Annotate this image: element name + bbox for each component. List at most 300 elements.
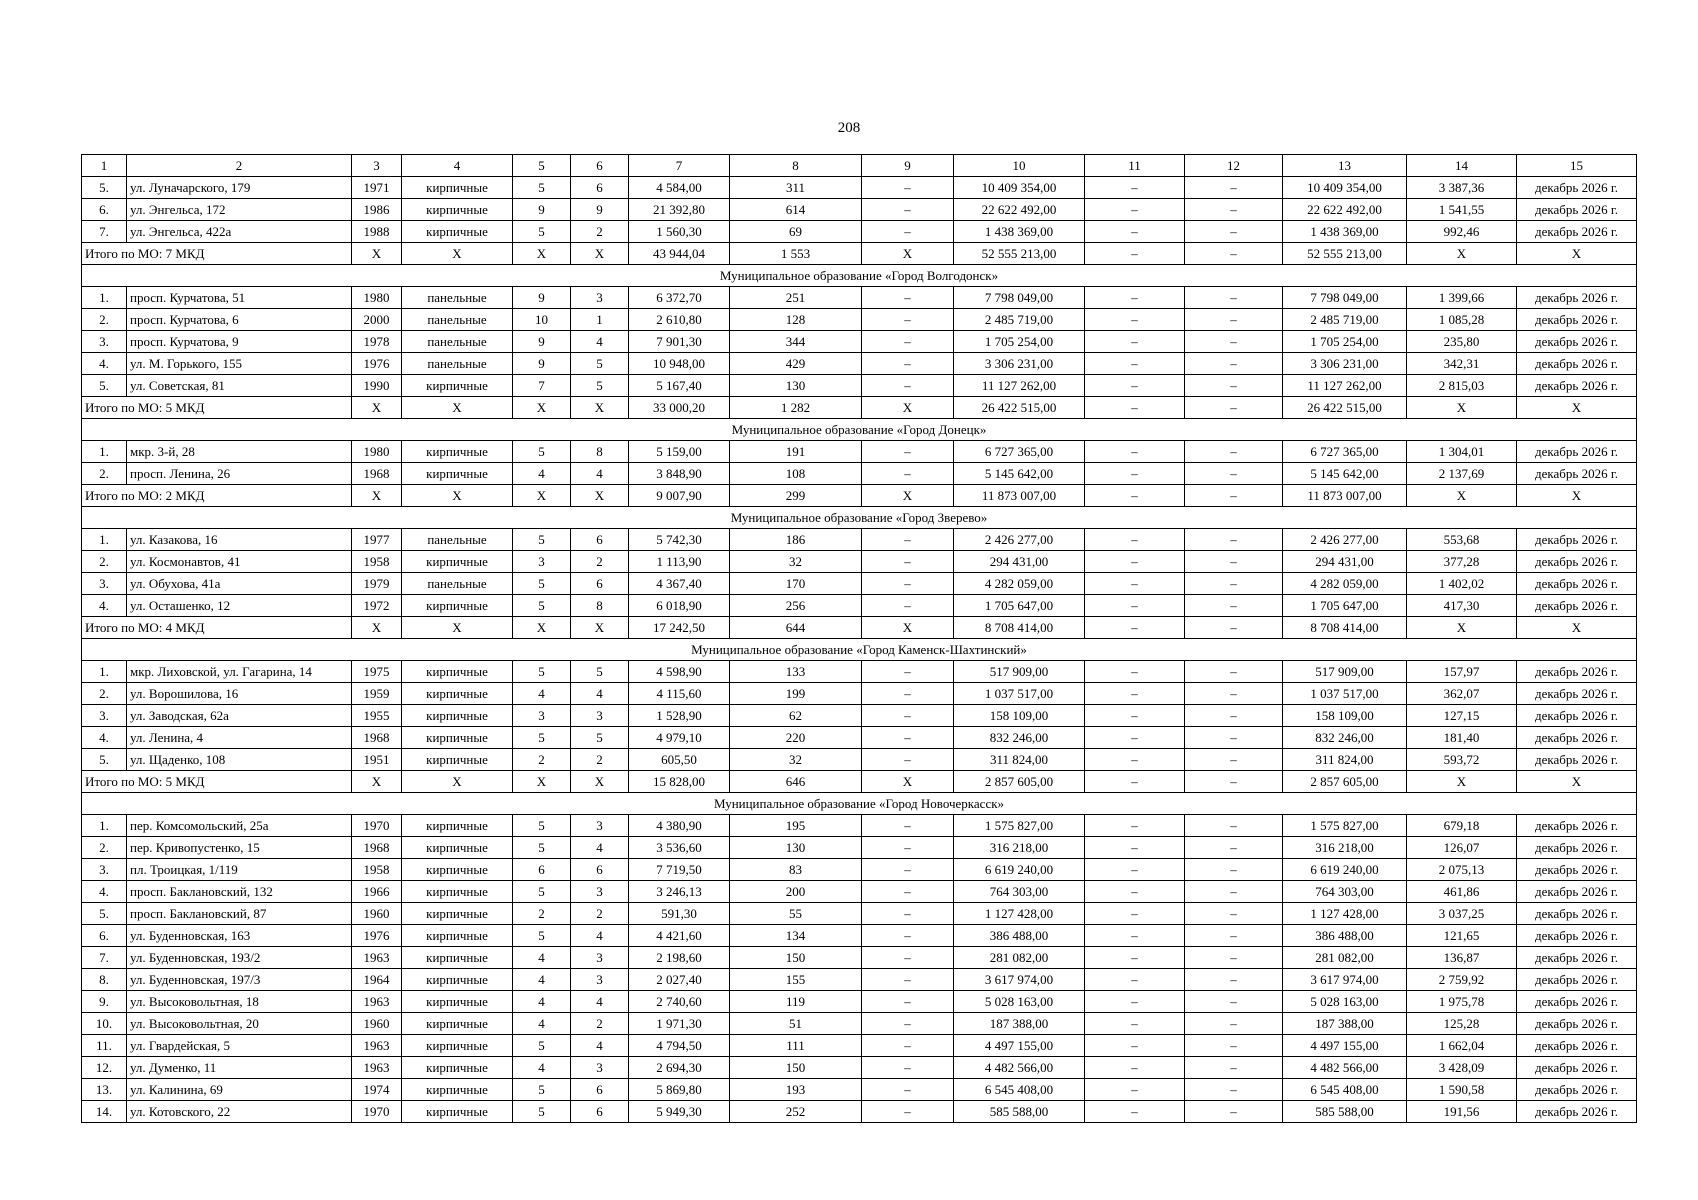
table-cell: кирпичные <box>402 1079 513 1101</box>
table-cell: 6 619 240,00 <box>954 859 1085 881</box>
table-cell: 1 127 428,00 <box>1283 903 1407 925</box>
table-cell: 108 <box>730 463 862 485</box>
table-cell: 1966 <box>352 881 402 903</box>
table-cell: 2. <box>82 309 127 331</box>
table-cell: панельные <box>402 287 513 309</box>
table-cell: – <box>1185 573 1283 595</box>
municipality-heading: Муниципальное образование «Город Новочеркасск» <box>82 793 1637 815</box>
table-row <box>82 595 1637 617</box>
table-cell: 4 598,90 <box>629 661 730 683</box>
table-cell: панельные <box>402 573 513 595</box>
table-row <box>82 331 1637 353</box>
table-row <box>82 1035 1637 1057</box>
table-cell: 593,72 <box>1407 749 1517 771</box>
total-cell: – <box>1185 397 1283 419</box>
table-cell: – <box>1085 749 1185 771</box>
table-cell: 7. <box>82 221 127 243</box>
total-row <box>82 771 1637 793</box>
table-cell: 417,30 <box>1407 595 1517 617</box>
table-cell: 6 <box>571 1079 629 1101</box>
table-cell: – <box>1185 1101 1283 1123</box>
address-cell: ул. Щаденко, 108 <box>127 749 352 771</box>
table-cell: – <box>1085 331 1185 353</box>
table-cell: – <box>1185 1057 1283 1079</box>
table-cell: 3 <box>571 287 629 309</box>
table-cell: кирпичные <box>402 463 513 485</box>
address-cell: ул. Казакова, 16 <box>127 529 352 551</box>
address-cell: просп. Ленина, 26 <box>127 463 352 485</box>
table-cell: 5 <box>571 661 629 683</box>
page-number: 208 <box>837 120 861 136</box>
table-row <box>82 749 1637 771</box>
table-cell: декабрь 2026 г. <box>1517 881 1637 903</box>
total-cell: X <box>862 771 954 793</box>
table-cell: 1 528,90 <box>629 705 730 727</box>
table-cell: 605,50 <box>629 749 730 771</box>
total-cell: X <box>1407 771 1517 793</box>
table-cell: 5. <box>82 177 127 199</box>
address-cell: ул. Ленина, 4 <box>127 727 352 749</box>
table-cell: – <box>1185 1035 1283 1057</box>
table-cell: 2 198,60 <box>629 947 730 969</box>
table-cell: – <box>862 331 954 353</box>
table-cell: 130 <box>730 375 862 397</box>
table-cell: – <box>1185 199 1283 221</box>
table-cell: – <box>1185 595 1283 617</box>
total-label: Итого по МО: 2 МКД <box>82 485 352 507</box>
column-number-cell: 8 <box>730 155 862 177</box>
table-cell: 14. <box>82 1101 127 1123</box>
total-cell: X <box>402 485 513 507</box>
section-heading-row <box>82 639 1637 661</box>
address-cell: ул. Гвардейская, 5 <box>127 1035 352 1057</box>
table-cell: – <box>862 837 954 859</box>
column-number-cell: 9 <box>862 155 954 177</box>
table-cell: 3 <box>571 881 629 903</box>
table-cell: – <box>862 551 954 573</box>
total-cell: X <box>571 771 629 793</box>
table-row <box>82 727 1637 749</box>
total-cell: – <box>1185 243 1283 265</box>
table-cell: 235,80 <box>1407 331 1517 353</box>
table-cell: 127,15 <box>1407 705 1517 727</box>
table-cell: – <box>1185 947 1283 969</box>
table-cell: 5 <box>513 837 571 859</box>
total-cell: X <box>352 397 402 419</box>
table-cell: 1963 <box>352 991 402 1013</box>
table-cell: кирпичные <box>402 705 513 727</box>
table-cell: 6. <box>82 925 127 947</box>
table-cell: 1 541,55 <box>1407 199 1517 221</box>
total-cell: – <box>1085 397 1185 419</box>
table-cell: 10 <box>513 309 571 331</box>
table-cell: 1. <box>82 441 127 463</box>
table-cell: – <box>862 287 954 309</box>
column-number-cell: 7 <box>629 155 730 177</box>
table-cell: 5 <box>513 595 571 617</box>
address-cell: ул. Осташенко, 12 <box>127 595 352 617</box>
table-cell: 157,97 <box>1407 661 1517 683</box>
total-row <box>82 397 1637 419</box>
table-row <box>82 551 1637 573</box>
table-cell: 591,30 <box>629 903 730 925</box>
table-cell: 4 482 566,00 <box>1283 1057 1407 1079</box>
column-number-cell: 1 <box>82 155 127 177</box>
table-cell: 4 <box>571 1035 629 1057</box>
total-cell: – <box>1085 485 1185 507</box>
table-cell: 4. <box>82 881 127 903</box>
table-cell: кирпичные <box>402 749 513 771</box>
total-cell: X <box>402 243 513 265</box>
total-cell: X <box>1407 243 1517 265</box>
table-cell: 5 <box>513 727 571 749</box>
table-cell: – <box>862 441 954 463</box>
table-cell: 1963 <box>352 1057 402 1079</box>
table-cell: 2 694,30 <box>629 1057 730 1079</box>
table-cell: 4 <box>513 463 571 485</box>
table-cell: 294 431,00 <box>1283 551 1407 573</box>
table-cell: 181,40 <box>1407 727 1517 749</box>
table-cell: 3 387,36 <box>1407 177 1517 199</box>
table-cell: 2 610,80 <box>629 309 730 331</box>
table-cell: – <box>1185 661 1283 683</box>
table-cell: 1 575 827,00 <box>954 815 1085 837</box>
table-cell: 4 282 059,00 <box>1283 573 1407 595</box>
table-cell: – <box>1085 551 1185 573</box>
total-cell: X <box>1407 617 1517 639</box>
table-cell: 119 <box>730 991 862 1013</box>
total-cell: X <box>571 617 629 639</box>
table-row <box>82 661 1637 683</box>
total-cell: – <box>1185 771 1283 793</box>
table-cell: 4 482 566,00 <box>954 1057 1085 1079</box>
table-cell: 5 <box>513 221 571 243</box>
table-cell: 5 <box>571 727 629 749</box>
table-cell: 4 <box>571 683 629 705</box>
table-cell: 195 <box>730 815 862 837</box>
table-cell: 32 <box>730 749 862 771</box>
section-heading-row <box>82 793 1637 815</box>
total-cell: X <box>1407 397 1517 419</box>
total-cell: X <box>402 771 513 793</box>
table-cell: 158 109,00 <box>1283 705 1407 727</box>
table-cell: 311 824,00 <box>1283 749 1407 771</box>
table-cell: – <box>862 925 954 947</box>
table-cell: 1988 <box>352 221 402 243</box>
table-cell: 1964 <box>352 969 402 991</box>
table-cell: 1. <box>82 529 127 551</box>
table-cell: – <box>1185 331 1283 353</box>
total-cell: 1 282 <box>730 397 862 419</box>
table-cell: 1 705 254,00 <box>1283 331 1407 353</box>
table-cell: – <box>862 463 954 485</box>
table-cell: 1 438 369,00 <box>1283 221 1407 243</box>
table-cell: 1 113,90 <box>629 551 730 573</box>
table-cell: – <box>862 705 954 727</box>
table-cell: 191,56 <box>1407 1101 1517 1123</box>
table-cell: декабрь 2026 г. <box>1517 309 1637 331</box>
table-cell: 8. <box>82 969 127 991</box>
table-cell: 1963 <box>352 947 402 969</box>
table-cell: 83 <box>730 859 862 881</box>
total-cell: 43 944,04 <box>629 243 730 265</box>
table-row <box>82 309 1637 331</box>
total-cell: X <box>513 617 571 639</box>
table-cell: 5 145 642,00 <box>1283 463 1407 485</box>
table-cell: 1978 <box>352 331 402 353</box>
table-cell: 1958 <box>352 551 402 573</box>
total-cell: X <box>862 243 954 265</box>
table-cell: 134 <box>730 925 862 947</box>
total-cell: 17 242,50 <box>629 617 730 639</box>
table-cell: – <box>1185 925 1283 947</box>
table-cell: 2 137,69 <box>1407 463 1517 485</box>
table-row <box>82 177 1637 199</box>
total-cell: – <box>1085 771 1185 793</box>
table-row <box>82 859 1637 881</box>
total-cell: – <box>1185 617 1283 639</box>
table-cell: – <box>1085 199 1185 221</box>
table-cell: 256 <box>730 595 862 617</box>
municipality-heading: Муниципальное образование «Город Каменск-Шахтинский» <box>82 639 1637 661</box>
table-cell: – <box>862 749 954 771</box>
table-cell: 1 705 647,00 <box>954 595 1085 617</box>
table-cell: – <box>862 683 954 705</box>
table-cell: 1970 <box>352 1101 402 1123</box>
table-cell: декабрь 2026 г. <box>1517 705 1637 727</box>
table-cell: 1971 <box>352 177 402 199</box>
table-cell: 553,68 <box>1407 529 1517 551</box>
total-cell: 8 708 414,00 <box>954 617 1085 639</box>
address-cell: пер. Кривопустенко, 15 <box>127 837 352 859</box>
table-cell: – <box>862 1013 954 1035</box>
table-cell: – <box>1085 221 1185 243</box>
table-cell: 4. <box>82 727 127 749</box>
table-cell: 3. <box>82 859 127 881</box>
table-cell: 111 <box>730 1035 862 1057</box>
table-cell: – <box>1185 991 1283 1013</box>
table-cell: 22 622 492,00 <box>954 199 1085 221</box>
table-cell: 9 <box>513 287 571 309</box>
table-cell: декабрь 2026 г. <box>1517 1035 1637 1057</box>
table-cell: кирпичные <box>402 947 513 969</box>
address-cell: ул. Высоковольтная, 20 <box>127 1013 352 1035</box>
table-cell: декабрь 2026 г. <box>1517 661 1637 683</box>
table-cell: кирпичные <box>402 727 513 749</box>
table-cell: 4 <box>513 991 571 1013</box>
address-cell: просп. Баклановский, 132 <box>127 881 352 903</box>
column-number-cell: 12 <box>1185 155 1283 177</box>
table-row <box>82 925 1637 947</box>
table-cell: 1 085,28 <box>1407 309 1517 331</box>
table-cell: 5 <box>513 529 571 551</box>
table-cell: 4 <box>513 1057 571 1079</box>
table-cell: 386 488,00 <box>954 925 1085 947</box>
table-row <box>82 969 1637 991</box>
table-cell: 5 <box>513 1079 571 1101</box>
table-cell: 1975 <box>352 661 402 683</box>
address-cell: мкр. Лиховской, ул. Гагарина, 14 <box>127 661 352 683</box>
table-cell: 5 <box>513 1035 571 1057</box>
table-cell: 992,46 <box>1407 221 1517 243</box>
table-cell: кирпичные <box>402 1013 513 1035</box>
table-cell: 1977 <box>352 529 402 551</box>
total-cell: 1 553 <box>730 243 862 265</box>
table-cell: декабрь 2026 г. <box>1517 1101 1637 1123</box>
table-cell: 1 575 827,00 <box>1283 815 1407 837</box>
table-cell: – <box>1185 859 1283 881</box>
column-number-cell: 15 <box>1517 155 1637 177</box>
table-cell: 5 <box>513 441 571 463</box>
table-cell: – <box>1085 837 1185 859</box>
table-cell: кирпичные <box>402 991 513 1013</box>
table-cell: декабрь 2026 г. <box>1517 969 1637 991</box>
address-cell: ул. Ворошилова, 16 <box>127 683 352 705</box>
table-cell: 5 <box>513 1101 571 1123</box>
table-cell: – <box>1185 815 1283 837</box>
table-cell: 4 <box>571 463 629 485</box>
table-cell: 11 127 262,00 <box>1283 375 1407 397</box>
table-cell: 4 584,00 <box>629 177 730 199</box>
address-cell: ул. Советская, 81 <box>127 375 352 397</box>
table-cell: декабрь 2026 г. <box>1517 1079 1637 1101</box>
table-cell: 4 380,90 <box>629 815 730 837</box>
table-cell: декабрь 2026 г. <box>1517 177 1637 199</box>
table-cell: – <box>1185 177 1283 199</box>
table-cell: 1958 <box>352 859 402 881</box>
table-cell: – <box>1185 551 1283 573</box>
table-cell: 121,65 <box>1407 925 1517 947</box>
section-heading-row <box>82 265 1637 287</box>
total-cell: 299 <box>730 485 862 507</box>
table-cell: 69 <box>730 221 862 243</box>
table-cell: 252 <box>730 1101 862 1123</box>
municipality-heading: Муниципальное образование «Город Зверево» <box>82 507 1637 529</box>
table-cell: 9. <box>82 991 127 1013</box>
table-cell: 281 082,00 <box>954 947 1085 969</box>
table-cell: 4 <box>513 969 571 991</box>
total-cell: X <box>571 243 629 265</box>
table-cell: 1 590,58 <box>1407 1079 1517 1101</box>
table-cell: 10 948,00 <box>629 353 730 375</box>
table-cell: – <box>1085 705 1185 727</box>
table-cell: – <box>862 815 954 837</box>
address-cell: просп. Курчатова, 6 <box>127 309 352 331</box>
table-cell: 1980 <box>352 441 402 463</box>
table-cell: 130 <box>730 837 862 859</box>
table-cell: – <box>1185 705 1283 727</box>
table-cell: кирпичные <box>402 881 513 903</box>
table-cell: – <box>1085 177 1185 199</box>
column-number-cell: 13 <box>1283 155 1407 177</box>
table-row <box>82 199 1637 221</box>
total-cell: 33 000,20 <box>629 397 730 419</box>
table-cell: 13. <box>82 1079 127 1101</box>
table-cell: – <box>862 991 954 1013</box>
table-row <box>82 837 1637 859</box>
table-cell: – <box>862 177 954 199</box>
table-cell: кирпичные <box>402 199 513 221</box>
table-cell: 2 485 719,00 <box>954 309 1085 331</box>
table-cell: – <box>862 221 954 243</box>
total-cell: 15 828,00 <box>629 771 730 793</box>
address-cell: ул. Высоковольтная, 18 <box>127 991 352 1013</box>
table-cell: 5 <box>513 177 571 199</box>
table-cell: – <box>862 375 954 397</box>
table-cell: декабрь 2026 г. <box>1517 837 1637 859</box>
table-cell: декабрь 2026 г. <box>1517 947 1637 969</box>
table-cell: – <box>1185 221 1283 243</box>
column-number-cell: 2 <box>127 155 352 177</box>
address-cell: ул. Думенко, 11 <box>127 1057 352 1079</box>
table-cell: 5 028 163,00 <box>954 991 1085 1013</box>
table-cell: 1 560,30 <box>629 221 730 243</box>
table-cell: 4. <box>82 595 127 617</box>
table-cell: 429 <box>730 353 862 375</box>
address-cell: ул. Котовского, 22 <box>127 1101 352 1123</box>
address-cell: просп. Курчатова, 9 <box>127 331 352 353</box>
table-cell: 9 <box>571 199 629 221</box>
table-row <box>82 1079 1637 1101</box>
table-cell: кирпичные <box>402 683 513 705</box>
table-cell: – <box>1085 1101 1185 1123</box>
table-cell: 10 409 354,00 <box>954 177 1085 199</box>
total-cell: X <box>862 617 954 639</box>
table-cell: кирпичные <box>402 177 513 199</box>
address-cell: ул. Буденновская, 163 <box>127 925 352 947</box>
table-cell: 200 <box>730 881 862 903</box>
address-cell: ул. Энгельса, 172 <box>127 199 352 221</box>
table-cell: 5 159,00 <box>629 441 730 463</box>
table-cell: 9 <box>513 199 571 221</box>
table-cell: 1968 <box>352 463 402 485</box>
table-cell: 3 <box>513 705 571 727</box>
total-cell: X <box>352 485 402 507</box>
table-cell: – <box>1085 947 1185 969</box>
table-cell: – <box>1085 727 1185 749</box>
table-cell: 1970 <box>352 815 402 837</box>
table-cell: 2 075,13 <box>1407 859 1517 881</box>
table-cell: 1963 <box>352 1035 402 1057</box>
table-cell: 4 497 155,00 <box>954 1035 1085 1057</box>
table-cell: кирпичные <box>402 925 513 947</box>
table-cell: 126,07 <box>1407 837 1517 859</box>
table-cell: 311 824,00 <box>954 749 1085 771</box>
table-cell: декабрь 2026 г. <box>1517 331 1637 353</box>
table-cell: – <box>1185 969 1283 991</box>
table-cell: 679,18 <box>1407 815 1517 837</box>
table-cell: 5 <box>571 375 629 397</box>
column-number-row <box>82 155 1637 177</box>
total-cell: – <box>1085 243 1185 265</box>
table-cell: – <box>1185 353 1283 375</box>
table-cell: декабрь 2026 г. <box>1517 1013 1637 1035</box>
table-cell: – <box>1085 969 1185 991</box>
table-cell: 2. <box>82 837 127 859</box>
table-cell: – <box>1185 529 1283 551</box>
table-cell: 3 <box>571 705 629 727</box>
table-cell: 614 <box>730 199 862 221</box>
table-cell: – <box>1185 441 1283 463</box>
table-cell: 8 <box>571 595 629 617</box>
table-cell: кирпичные <box>402 595 513 617</box>
table-cell: 5 145 642,00 <box>954 463 1085 485</box>
table-cell: 6 <box>571 1101 629 1123</box>
table-cell: 4 115,60 <box>629 683 730 705</box>
table-cell: 4 282 059,00 <box>954 573 1085 595</box>
table-cell: 316 218,00 <box>954 837 1085 859</box>
table-cell: 6 <box>571 529 629 551</box>
